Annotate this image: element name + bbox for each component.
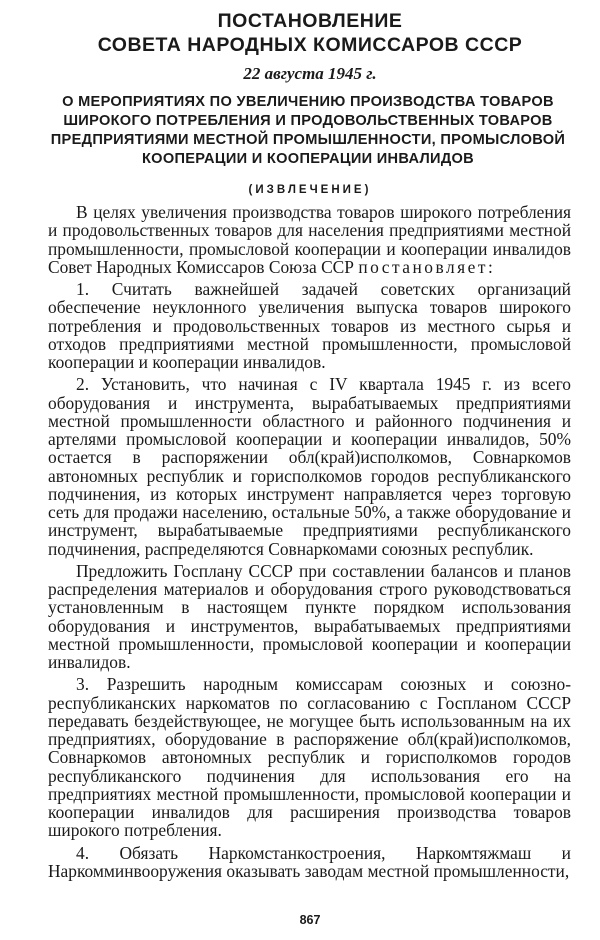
document-subtitle: О МЕРОПРИЯТИЯХ ПО УВЕЛИЧЕНИЮ ПРОИЗВОДСТВА ТОВАРОВ ШИРОКОГО ПОТРЕБЛЕНИЯ И ПРОДОВОЛЬСТВЕННЫХ ТОВАРОВ ПРЕДПРИЯТИЯМИ МЕСТНОЙ ПРОМЫШЛЕННОСТИ, ПРОМЫСЛОВОЙ КООПЕРАЦИИ И КООПЕРАЦИИ ИНВАЛИДОВ [50, 94, 566, 167]
document-title-line1: ПОСТАНОВЛЕНИЕ [217, 10, 403, 32]
paragraph-2: 2. Установить, что начиная с IV квартала 1945 г. из всего оборудования и инструмента, вырабатываемых предприятиями местной промышленности областного и районного подчинения и артелями промысловой кооперации и кооперации инвалидов, 50% остается в распоряжении обл(край)исполкомов, Совнаркомов автономных республик и горисполкомов городов республиканского подчинения, из которых инструмент направляется через торговую сеть для продажи населению, остальные 50%, а также оборудование и инструмент, вырабатываемые предприятиями республиканского подчинения, распределяются Совнаркомами союзных республик. [48, 374, 571, 559]
extract-label: (ИЗВЛЕЧЕНИЕ) [248, 184, 372, 196]
document-body [48, 203, 571, 884]
paragraph-4: 4. Обязать Наркомстанкостроения, Наркомтяжмаш и Наркомминвооружения оказывать заводам местной промышленности, [48, 842, 571, 881]
page-number: 867 [299, 913, 321, 927]
document-title-line2: СОВЕТА НАРОДНЫХ КОМИССАРОВ СССР [97, 34, 523, 56]
document-date: 22 августа 1945 г. [243, 64, 377, 83]
intro-text: В целях увеличения производства товаров широкого потребления и продовольственных товаров для населения предприятиями местной промышленности, промысловой кооперации и кооперации инвалидов Совет Народных Комиссаров Союза ССР [48, 202, 571, 277]
paragraph-1: 1. Считать важнейшей задачей советских организаций обеспечение неуклонного увеличения выпуска товаров широкого потребления и продовольственных товаров из местного сырья и отходов предприятиями местной промышленности, промысловой кооперации и кооперации инвалидов. [48, 279, 571, 372]
intro-paragraph [48, 203, 571, 276]
paragraph-3: 3. Разрешить народным комиссарам союзных и союзно-республиканских наркоматов по согласованию с Госпланом СССР передавать бездействующее, не могущее быть использованным на их предприятиях, оборудование в распоряжение обл(край)исполкомов, Совнаркомов автономных республик и горисполкомов городов республиканского подчинения для использования его на предприятиях местной промышленности, промысловой кооперации и кооперации инвалидов для расширения производства товаров широкого потребления. [48, 674, 571, 841]
paragraph-2-gosplan: Предложить Госплану СССР при составлении балансов и планов распределения материалов и оборудования строго руководствоваться установленным в настоящем пункте порядком использования оборудования и инструментов, вырабатываемых предприятиями местной промышленности, промысловой кооперации и кооперации инвалидов. [48, 560, 571, 672]
intro-decree: постановляет: [358, 256, 496, 277]
